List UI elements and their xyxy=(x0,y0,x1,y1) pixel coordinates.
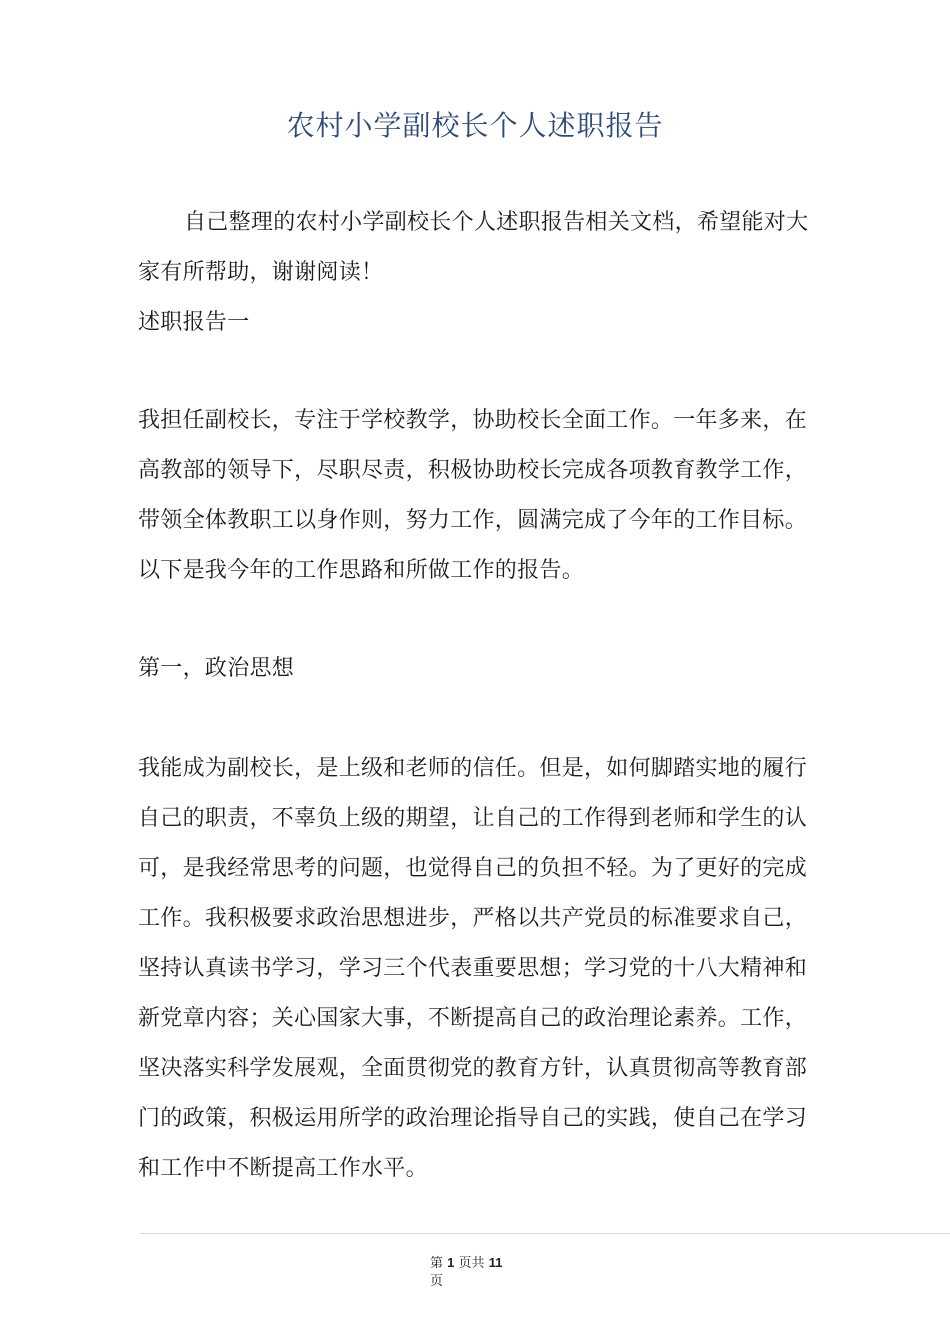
page-suffix: 页 xyxy=(430,1274,444,1289)
total-pages: 11 xyxy=(488,1255,503,1270)
text-line: 高教部的领导下，尽职尽责，积极协助校长完成各项教育教学工作， xyxy=(138,458,808,483)
text-line: 和工作中不断提高工作水平。 xyxy=(138,1156,428,1181)
text-line: 带领全体教职工以身作则，努力工作，圆满完成了今年的工作目标。 xyxy=(138,508,808,533)
text-line: 自己整理的农村小学副校长个人述职报告相关文档，希望能对大 xyxy=(184,210,809,235)
text-line: 我担任副校长，专注于学校教学，协助校长全面工作。一年多来，在 xyxy=(138,408,808,433)
current-page: 1 xyxy=(447,1255,455,1270)
page-counter: 第 1 页共 11 xyxy=(430,1255,503,1271)
text-line: 坚持认真读书学习，学习三个代表重要思想；学习党的十八大精神和 xyxy=(138,956,808,981)
section-label: 述职报告一 xyxy=(138,310,250,335)
text-line: 家有所帮助，谢谢阅读！ xyxy=(138,260,384,285)
footer-divider xyxy=(140,1233,950,1234)
text-line: 自己的职责，不辜负上级的期望，让自己的工作得到老师和学生的认 xyxy=(138,806,808,831)
text-line: 坚决落实科学发展观，全面贯彻党的教育方针，认真贯彻高等教育部 xyxy=(138,1056,808,1081)
document-title: 农村小学副校长个人述职报告 xyxy=(286,109,664,142)
text-line: 新党章内容；关心国家大事，不断提高自己的政治理论素养。工作， xyxy=(138,1006,808,1031)
text-line: 可，是我经常思考的问题，也觉得自己的负担不轻。为了更好的完成 xyxy=(138,856,808,881)
text-line: 门的政策，积极运用所学的政治理论指导自己的实践，使自己在学习 xyxy=(138,1106,808,1131)
text-line: 我能成为副校长，是上级和老师的信任。但是，如何脚踏实地的履行 xyxy=(138,756,808,781)
text-line: 以下是我今年的工作思路和所做工作的报告。 xyxy=(138,558,585,583)
text-line: 工作。我积极要求政治思想进步，严格以共产党员的标准要求自己， xyxy=(138,906,808,931)
section-heading: 第一，政治思想 xyxy=(138,656,295,681)
page-footer xyxy=(430,1254,520,1291)
